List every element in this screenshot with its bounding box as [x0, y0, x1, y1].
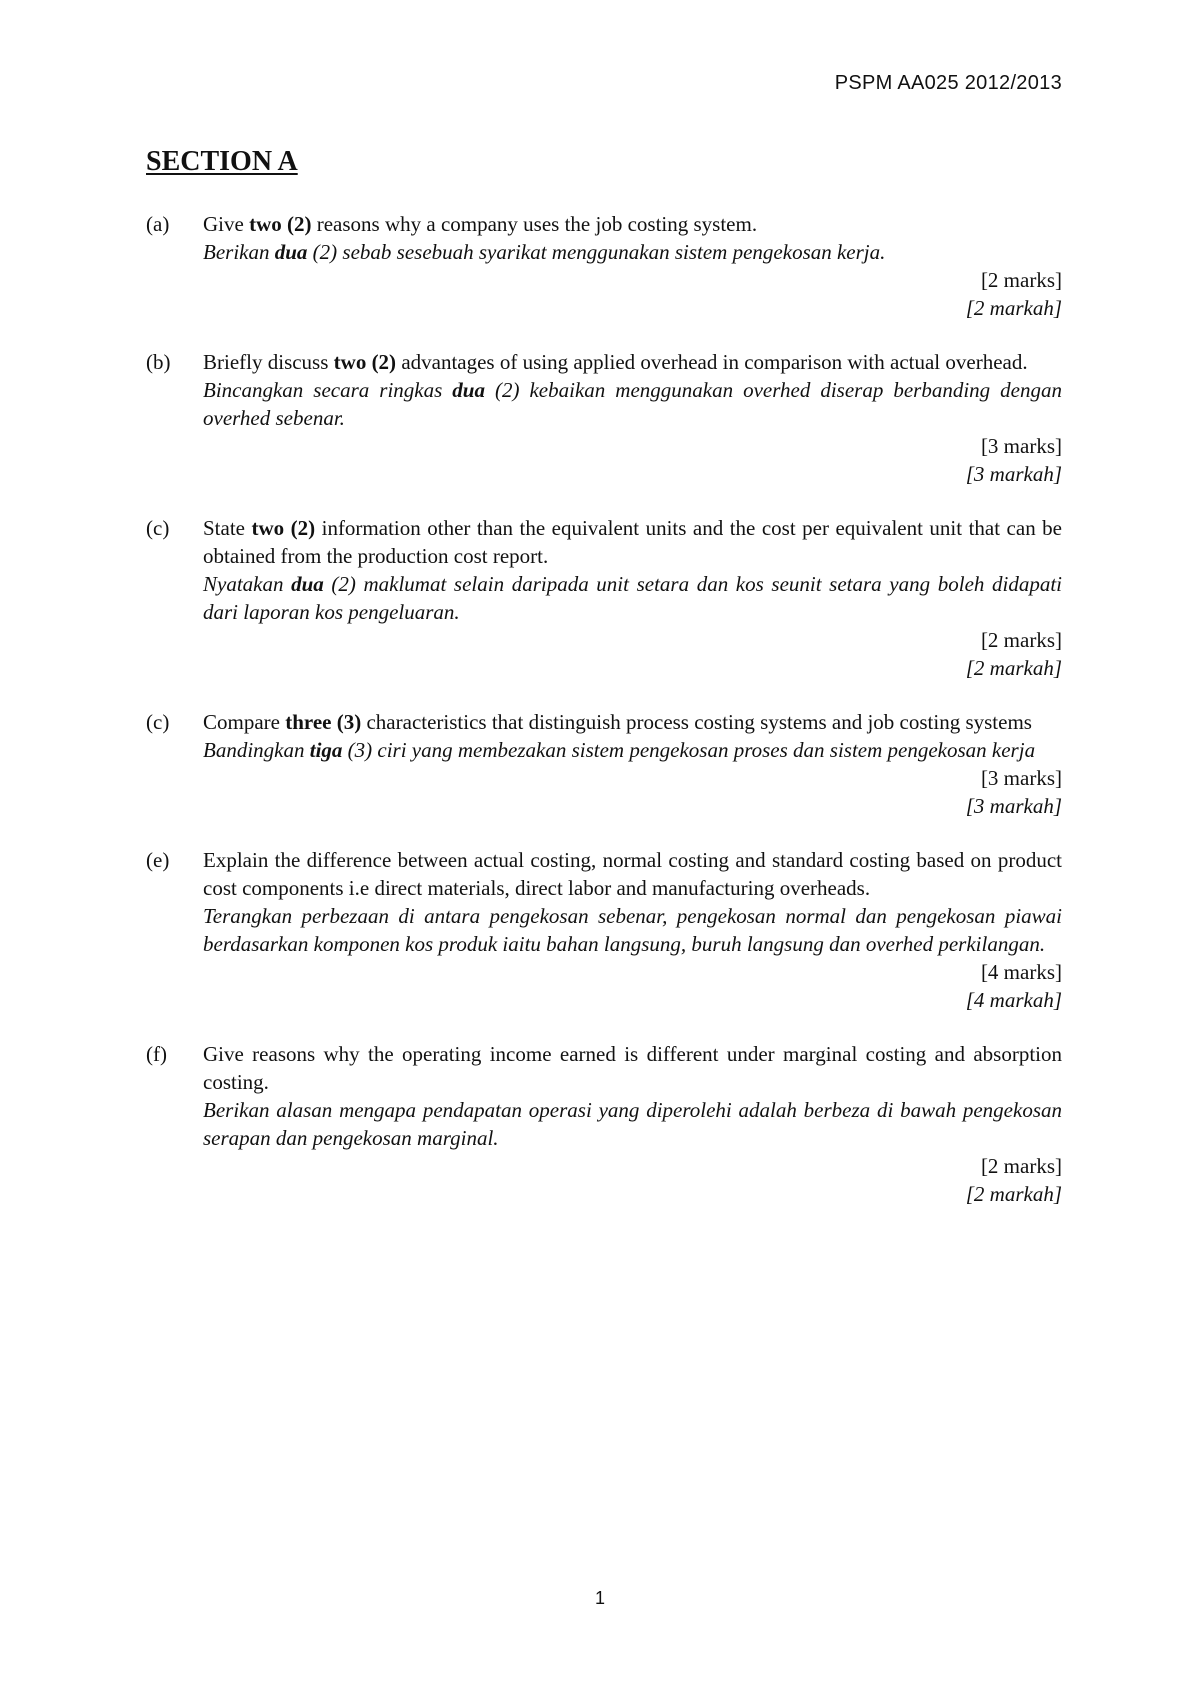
question-label: (c): [146, 710, 170, 734]
emphasis-text: two (2): [251, 516, 316, 540]
exam-code-header: PSPM AA025 2012/2013: [834, 72, 1062, 94]
question-text-malay: Berikan alasan mengapa pendapatan operasi yang diperolehi adalah berbeza di bawah pengekosan serapan dan pengekosan marginal.: [203, 1098, 1062, 1150]
emphasis-text: two (2): [249, 212, 312, 236]
question-text-malay: Nyatakan dua (2) maklumat selain daripada unit setara dan kos seunit setara yang boleh didapati dari laporan kos pengeluaran.: [203, 572, 1062, 624]
marks-english: [3 marks]: [980, 434, 1062, 458]
question-text-malay: Terangkan perbezaan di antara pengekosan sebenar, pengekosan normal dan pengekosan piawai berdasarkan komponen kos produk iaitu bahan langsung, buruh langsung dan overhed perkilangan.: [203, 904, 1062, 956]
emphasis-text: tiga: [309, 738, 343, 762]
page-number: 1: [594, 1588, 605, 1608]
question-text-malay: Bandingkan tiga (3) ciri yang membezakan sistem pengekosan proses dan sistem pengekosan kerja: [203, 738, 1036, 762]
question-text-english: Briefly discuss two (2) advantages of using applied overhead in comparison with actual overhead.: [203, 350, 1028, 374]
question-label: (e): [146, 848, 170, 872]
marks-english: [2 marks]: [980, 628, 1062, 652]
emphasis-text: dua: [452, 378, 485, 402]
question-label: (a): [146, 212, 170, 236]
question-text-english: Give reasons why the operating income earned is different under marginal costing and absorption costing.: [203, 1042, 1062, 1094]
marks-malay: [4 markah]: [965, 988, 1062, 1012]
question-label: (c): [146, 516, 170, 540]
question-label: (b): [146, 350, 171, 374]
marks-english: [3 marks]: [980, 766, 1062, 790]
emphasis-text: two (2): [333, 350, 397, 374]
emphasis-text: three (3): [285, 710, 362, 734]
question-text-english: Explain the difference between actual costing, normal costing and standard costing based on product cost components i.e direct materials, direct labor and manufacturing overheads.: [203, 848, 1062, 900]
marks-malay: [2 markah]: [965, 1182, 1062, 1206]
emphasis-text: dua: [274, 240, 308, 264]
question-label: (f): [146, 1042, 167, 1066]
question-item: [146, 708, 1062, 820]
question-text-malay: Berikan dua (2) sebab sesebuah syarikat menggunakan sistem pengekosan kerja.: [203, 240, 886, 264]
question-text-english: Compare three (3) characteristics that distinguish process costing systems and job costing systems: [203, 710, 1032, 734]
emphasis-text: dua: [291, 572, 324, 596]
question-text-english: Give two (2) reasons why a company uses the job costing system.: [203, 212, 758, 236]
marks-english: [2 marks]: [980, 1154, 1062, 1178]
question-item: [146, 348, 1062, 488]
question-item: [146, 1040, 1062, 1208]
question-item: [146, 210, 1062, 322]
marks-malay: [2 markah]: [965, 656, 1062, 680]
question-text-english: State two (2) information other than the equivalent units and the cost per equivalent unit that can be obtained from the production cost report.: [203, 516, 1062, 568]
question-item: [146, 514, 1062, 682]
marks-english: [2 marks]: [980, 268, 1062, 292]
marks-malay: [3 markah]: [965, 794, 1062, 818]
section-title: SECTION A: [146, 146, 298, 177]
marks-malay: [2 markah]: [965, 296, 1062, 320]
marks-english: [4 marks]: [980, 960, 1062, 984]
marks-malay: [3 markah]: [965, 462, 1062, 486]
question-list: [146, 210, 1062, 1234]
question-text-malay: Bincangkan secara ringkas dua (2) kebaikan menggunakan overhed diserap berbanding dengan overhed sebenar.: [203, 378, 1062, 430]
question-item: [146, 846, 1062, 1014]
